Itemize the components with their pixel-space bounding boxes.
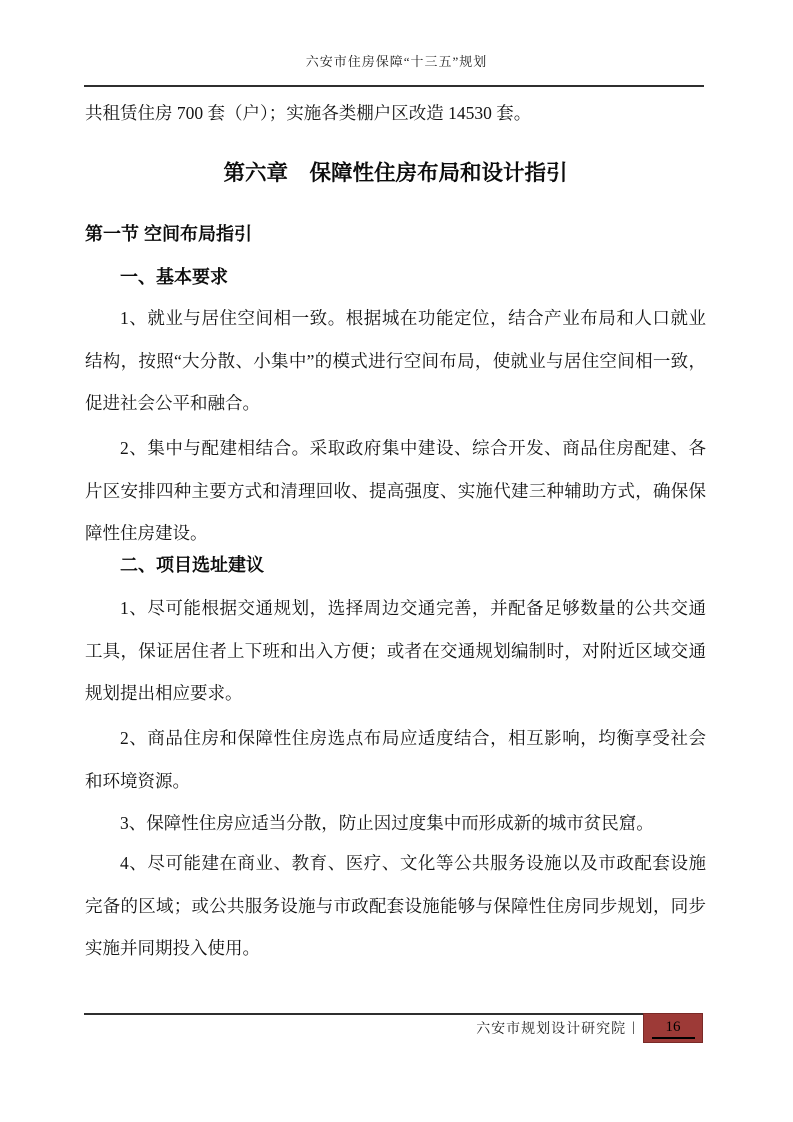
header-rule bbox=[84, 85, 704, 87]
paragraph: 1、尽可能根据交通规划，选择周边交通完善，并配备足够数量的公共交通工具，保证居住者上下班和出入方便；或者在交通规划编制时，对附近区域交通规划提出相应要求。 bbox=[85, 598, 706, 703]
page-header-title: 六安市住房保障“十三五”规划 bbox=[305, 54, 488, 69]
section-heading: 第一节 空间布局指引 bbox=[85, 224, 253, 244]
page-footer bbox=[85, 1013, 703, 1043]
chapter-heading: 第六章 保障性住房布局和设计指引 bbox=[223, 161, 568, 185]
paragraph: 3、保障性住房应适当分散，防止因过度集中而形成新的城市贫民窟。 bbox=[120, 813, 654, 833]
intro-paragraph: 共租赁住房 700 套（户）；实施各类棚户区改造 14530 套。 bbox=[85, 103, 532, 123]
subsection-heading-basic-requirements: 一、基本要求 bbox=[120, 267, 228, 287]
page-number-box bbox=[643, 1013, 703, 1043]
footer-separator: | bbox=[632, 1020, 635, 1035]
paragraph: 2、集中与配建相结合。采取政府集中建设、综合开发、商品住房配建、各片区安排四种主要方式和清理回收、提高强度、实施代建三种辅助方式，确保保障性住房建设。 bbox=[85, 438, 706, 543]
page-number: 16 bbox=[652, 1017, 695, 1039]
paragraph: 2、商品住房和保障性住房选点布局应适度结合，相互影响，均衡享受社会和环境资源。 bbox=[85, 728, 706, 791]
paragraph: 4、尽可能建在商业、教育、医疗、文化等公共服务设施以及市政配套设施完备的区域；或公共服务设施与市政配套设施能够与保障性住房同步规划，同步实施并同期投入使用。 bbox=[85, 853, 706, 958]
subsection-heading-site-selection: 二、项目选址建议 bbox=[120, 555, 264, 575]
footer-organization: 六安市规划设计研究院 bbox=[476, 1022, 627, 1037]
paragraph: 1、就业与居住空间相一致。根据城在功能定位，结合产业布局和人口就业结构，按照“大分散、小集中”的模式进行空间布局，使就业与居住空间相一致，促进社会公平和融合。 bbox=[85, 308, 706, 413]
